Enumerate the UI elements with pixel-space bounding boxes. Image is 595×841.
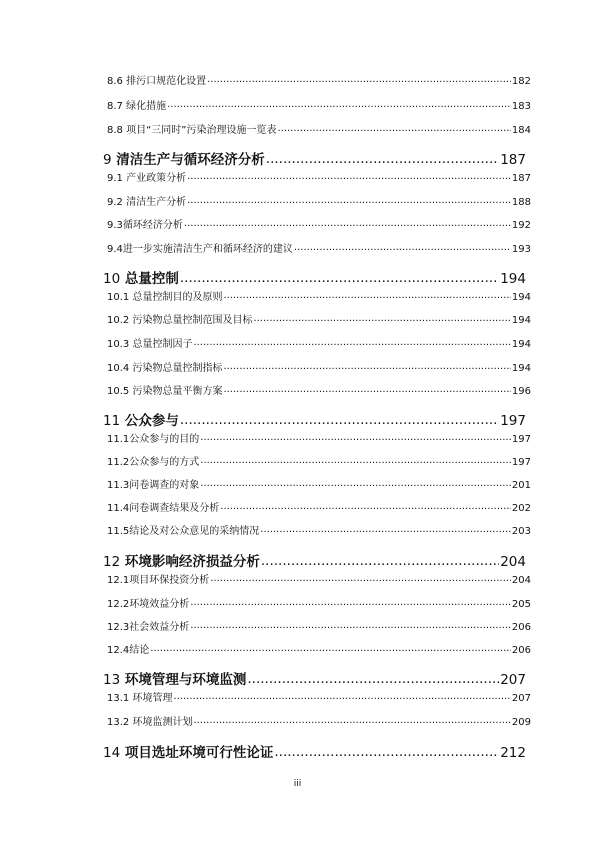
- toc-entry[interactable]: [107, 288, 531, 303]
- toc-entry-title: 环境效益分析: [129, 599, 190, 610]
- toc-entry-number: 13.1: [107, 693, 130, 704]
- toc-entry[interactable]: [107, 359, 531, 374]
- toc-entry-title: 进一步实施清洁生产和循环经济的建议: [122, 244, 293, 255]
- dot-leader: [220, 501, 511, 511]
- toc-entry-title: 污染物总量平衡方案: [132, 386, 223, 397]
- toc-chapter-number: 11: [103, 413, 121, 429]
- toc-entry-page: 197: [511, 434, 531, 445]
- toc-entry-number: 12.3: [107, 622, 130, 633]
- dot-leader: [223, 384, 510, 394]
- toc-chapter-title: 环境影响经济损益分析: [124, 554, 260, 570]
- toc-entry-title: 总量控制因子: [132, 339, 193, 350]
- dot-leader: [261, 553, 499, 567]
- toc-entry[interactable]: [107, 193, 531, 208]
- toc-entry-page: 197: [511, 457, 531, 468]
- dot-leader: [260, 524, 511, 534]
- toc-chapter[interactable]: [103, 741, 526, 761]
- toc-chapter-title: 项目选址环境可行性论证: [124, 745, 274, 761]
- toc-chapter-page: 187: [500, 152, 526, 168]
- dot-leader: [247, 671, 499, 685]
- dot-leader: [180, 270, 499, 284]
- toc-entry-title: 项目“三同时”污染治理设施一览表: [126, 125, 277, 136]
- dot-leader: [274, 744, 499, 758]
- dot-leader: [223, 290, 510, 300]
- toc-entry-title: 绿化措施: [126, 101, 167, 112]
- dot-leader: [190, 597, 511, 607]
- toc-entry-page: 187: [511, 173, 531, 184]
- toc-entry-title: 公众参与的方式: [129, 457, 200, 468]
- page-number: iii: [293, 779, 302, 789]
- toc-chapter[interactable]: [103, 550, 526, 570]
- toc-entry-number: 11.2: [107, 457, 130, 468]
- toc-entry-number: 8.6: [107, 76, 123, 87]
- toc-entry-number: 9.2: [107, 197, 123, 208]
- dot-leader: [190, 620, 511, 630]
- toc-chapter-page: 207: [500, 672, 526, 688]
- toc-chapter[interactable]: [103, 267, 526, 287]
- toc-entry-page: 188: [511, 197, 531, 208]
- toc-entry-number: 12.2: [107, 599, 130, 610]
- toc-entry[interactable]: [107, 618, 531, 633]
- toc-entry-page: 204: [511, 575, 531, 586]
- toc-entry-number: 9.4: [107, 244, 123, 255]
- toc-entry-number: 11.1: [107, 434, 130, 445]
- toc-entry[interactable]: [107, 595, 531, 610]
- toc-entry-number: 10.4: [107, 363, 130, 374]
- dot-leader: [193, 715, 510, 725]
- toc-chapter-title: 环境管理与环境监测: [124, 672, 247, 688]
- toc-entry-title: 环境监测计划: [132, 717, 193, 728]
- dot-leader: [180, 412, 499, 426]
- toc-entry-number: 9.1: [107, 173, 123, 184]
- toc-entry-title: 污染物总量控制范围及目标: [132, 315, 253, 326]
- dot-leader: [200, 455, 511, 465]
- toc-entry-title: 排污口规范化设置: [126, 76, 207, 87]
- toc-entry[interactable]: [107, 453, 531, 468]
- toc-entry-number: 10.3: [107, 339, 130, 350]
- toc-entry[interactable]: [107, 641, 531, 656]
- toc-chapter-number: 12: [103, 554, 121, 570]
- toc-entry-number: 11.3: [107, 480, 130, 491]
- dot-leader: [207, 74, 511, 84]
- toc-entry-number: 10.5: [107, 386, 130, 397]
- toc-entry-title: 循环经济分析: [122, 220, 183, 231]
- toc-entry-title: 项目环保投资分析: [129, 575, 210, 586]
- dot-leader: [223, 361, 510, 371]
- toc-entry[interactable]: [107, 240, 531, 255]
- toc-entry-number: 10.2: [107, 315, 130, 326]
- toc-chapter-title: 总量控制: [124, 271, 179, 287]
- toc-chapter-number: 14: [103, 745, 121, 761]
- toc-entry-title: 社会效益分析: [129, 622, 190, 633]
- toc-chapter-page: 212: [500, 745, 526, 761]
- toc-entry-number: 9.3: [107, 220, 123, 231]
- toc-entry-page: 194: [511, 292, 531, 303]
- toc-entry[interactable]: [107, 499, 531, 514]
- toc-chapter-page: 197: [500, 413, 526, 429]
- toc-entry-number: 8.7: [107, 101, 123, 112]
- toc-chapter-title: 清洁生产与循环经济分析: [116, 152, 265, 168]
- toc-entry-page: 207: [511, 693, 531, 704]
- toc-entry-number: 11.5: [107, 526, 130, 537]
- toc-entry-page: 182: [511, 76, 531, 87]
- toc-entry-number: 12.4: [107, 645, 130, 656]
- toc-entry[interactable]: [107, 382, 531, 397]
- dot-leader: [187, 171, 511, 181]
- toc-entry-page: 192: [511, 220, 531, 231]
- toc-entry-title: 总量控制目的及原则: [132, 292, 223, 303]
- toc-chapter-number: 10: [103, 271, 121, 287]
- toc-entry-title: 污染物总量控制指标: [132, 363, 223, 374]
- toc-entry-title: 问卷调查结果及分析: [129, 503, 220, 514]
- dot-leader: [253, 313, 510, 323]
- toc-entry-page: 194: [511, 363, 531, 374]
- toc-entry[interactable]: [107, 121, 531, 136]
- toc-entry-title: 问卷调查的对象: [129, 480, 200, 491]
- dot-leader: [184, 218, 511, 228]
- toc-entry-page: 183: [511, 101, 531, 112]
- dot-leader: [266, 151, 499, 165]
- toc-chapter[interactable]: [103, 148, 526, 168]
- toc-entry[interactable]: [107, 72, 531, 87]
- dot-leader: [210, 573, 511, 583]
- toc-entry-page: 203: [511, 526, 531, 537]
- toc-entry-number: 13.2: [107, 717, 130, 728]
- toc-chapter[interactable]: [103, 409, 526, 429]
- toc-entry-page: 184: [511, 125, 531, 136]
- toc-entry-page: 194: [511, 315, 531, 326]
- toc-entry-title: 环境管理: [132, 693, 173, 704]
- toc-chapter-title: 公众参与: [124, 413, 179, 429]
- toc-entry[interactable]: [107, 335, 531, 350]
- toc-entry-page: 196: [511, 386, 531, 397]
- dot-leader: [193, 337, 510, 347]
- toc-entry-page: 206: [511, 622, 531, 633]
- toc-chapter-page: 204: [500, 554, 526, 570]
- toc-entry-title: 结论及对公众意见的采纳情况: [129, 526, 260, 537]
- toc-entry[interactable]: [107, 571, 531, 586]
- toc-entry-page: 193: [511, 244, 531, 255]
- toc-entry[interactable]: [107, 522, 531, 537]
- dot-leader: [277, 123, 510, 133]
- toc-entry-title: 清洁生产分析: [126, 197, 187, 208]
- toc-entry-number: 8.8: [107, 125, 123, 136]
- toc-entry[interactable]: [107, 311, 531, 326]
- toc-entry-title: 结论: [129, 645, 150, 656]
- dot-leader: [294, 242, 511, 252]
- toc-chapter-number: 13: [103, 672, 121, 688]
- dot-leader: [167, 99, 511, 109]
- toc-entry-number: 10.1: [107, 292, 130, 303]
- toc-entry-page: 206: [511, 645, 531, 656]
- dot-leader: [200, 478, 511, 488]
- toc-entry-page: 205: [511, 599, 531, 610]
- toc-entry[interactable]: [107, 169, 531, 184]
- dot-leader: [200, 432, 511, 442]
- toc-entry-title: 公众参与的目的: [129, 434, 200, 445]
- toc-entry-number: 11.4: [107, 503, 130, 514]
- dot-leader: [187, 195, 511, 205]
- toc-entry[interactable]: [107, 216, 531, 231]
- toc-entry[interactable]: [107, 713, 531, 728]
- toc-entry[interactable]: [107, 476, 531, 491]
- toc-chapter-number: 9: [103, 152, 112, 168]
- dot-leader: [173, 691, 510, 701]
- dot-leader: [150, 643, 511, 653]
- toc-entry-page: 202: [511, 503, 531, 514]
- toc-entry-page: 209: [511, 717, 531, 728]
- toc-entry-page: 194: [511, 339, 531, 350]
- toc-entry-page: 201: [511, 480, 531, 491]
- toc-entry[interactable]: [107, 689, 531, 704]
- toc-chapter[interactable]: [103, 668, 526, 688]
- toc-entry-title: 产业政策分析: [126, 173, 187, 184]
- toc-entry[interactable]: [107, 97, 531, 112]
- toc-entry-number: 12.1: [107, 575, 130, 586]
- toc-chapter-page: 194: [500, 271, 526, 287]
- toc-entry[interactable]: [107, 430, 531, 445]
